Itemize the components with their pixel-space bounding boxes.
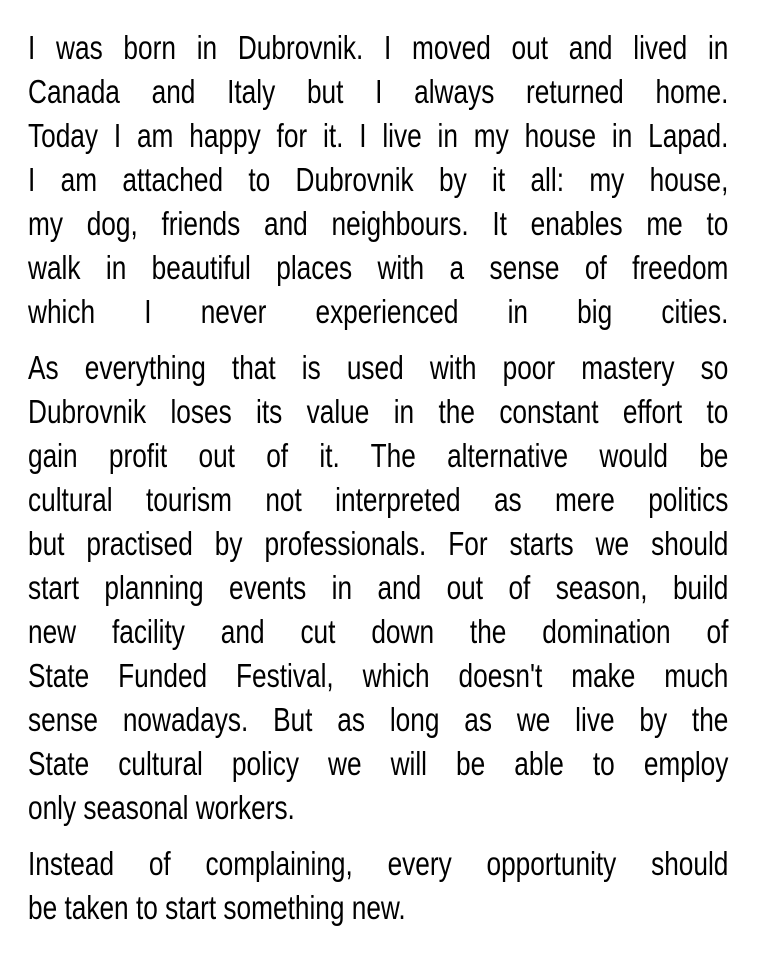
text-line: State cultural policy we will be able to employ — [28, 745, 729, 782]
text-line: start planning events in and out of season, build — [28, 569, 729, 606]
paragraph-1 — [28, 26, 728, 334]
text-line: be taken to start something new. — [28, 889, 406, 926]
text-line: my dog, friends and neighbours. It enables me to — [28, 205, 729, 242]
text-line: gain profit out of it. The alternative would be — [28, 437, 729, 474]
text-line: I am attached to Dubrovnik by it all: my house, — [28, 161, 729, 198]
text-line: I was born in Dubrovnik. I moved out and lived in — [28, 29, 729, 66]
text-line: but practised by professionals. For starts we should — [28, 525, 729, 562]
text-line: cultural tourism not interpreted as mere politics — [28, 481, 729, 518]
text-line: Instead of complaining, every opportunity should — [28, 845, 729, 882]
paragraph-2 — [28, 346, 728, 830]
text-line: which I never experienced in big cities. — [28, 293, 729, 330]
text-line: Canada and Italy but I always returned home. — [28, 73, 729, 110]
text-block — [28, 26, 758, 930]
text-line: only seasonal workers. — [28, 789, 295, 826]
text-line: Today I am happy for it. I live in my house in Lapad. — [28, 117, 729, 154]
text-line: As everything that is used with poor mastery so — [28, 349, 729, 386]
text-line: Dubrovnik loses its value in the constant effort to — [28, 393, 729, 430]
text-line: State Funded Festival, which doesn't make much — [28, 657, 729, 694]
text-line: sense nowadays. But as long as we live by the — [28, 701, 729, 738]
text-line: walk in beautiful places with a sense of freedom — [28, 249, 729, 286]
paragraph-3 — [28, 842, 728, 930]
text-line: new facility and cut down the domination of — [28, 613, 729, 650]
